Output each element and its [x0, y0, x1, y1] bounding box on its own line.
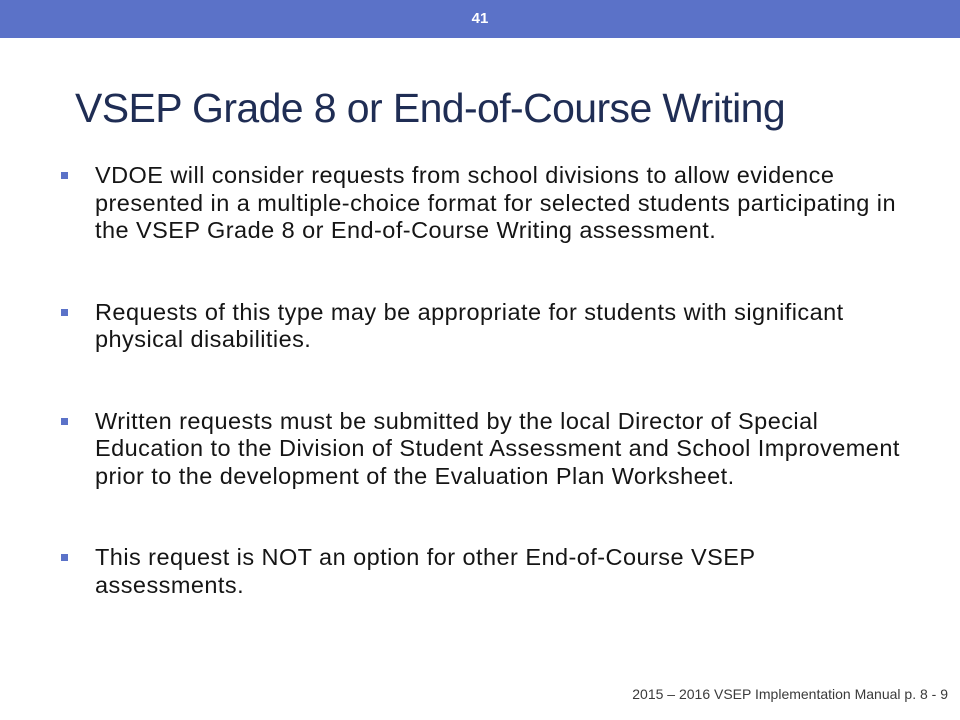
square-bullet-icon	[61, 309, 68, 316]
square-bullet-icon	[61, 172, 68, 179]
footer-reference: 2015 – 2016 VSEP Implementation Manual p. 8 - 9	[632, 686, 948, 702]
bullet-item	[60, 544, 910, 599]
bullet-item	[60, 408, 910, 491]
square-bullet-icon	[61, 418, 68, 425]
square-bullet-icon	[61, 554, 68, 561]
bullet-text: Requests of this type may be appropriate for students with significant physical disabilities.	[95, 298, 844, 352]
bullet-item	[60, 299, 910, 354]
bullet-text: This request is NOT an option for other End-of-Course VSEP assessments.	[95, 544, 756, 598]
bullet-item	[60, 162, 910, 245]
bullet-text: VDOE will consider requests from school divisions to allow evidence presented in a multiple-choice format for selected students participating in the VSEP Grade 8 or End-of-Course Writing assessment.	[95, 162, 896, 243]
slide-number: 41	[471, 10, 489, 27]
bullet-text: Written requests must be submitted by the local Director of Special Education to the Division of Student Assessment and School Improvement prior to the development of the Evaluation Plan Worksheet.	[95, 407, 900, 489]
slide-title: VSEP Grade 8 or End-of-Course Writing	[75, 85, 786, 131]
top-bar	[0, 0, 960, 38]
bullet-list	[60, 162, 910, 599]
